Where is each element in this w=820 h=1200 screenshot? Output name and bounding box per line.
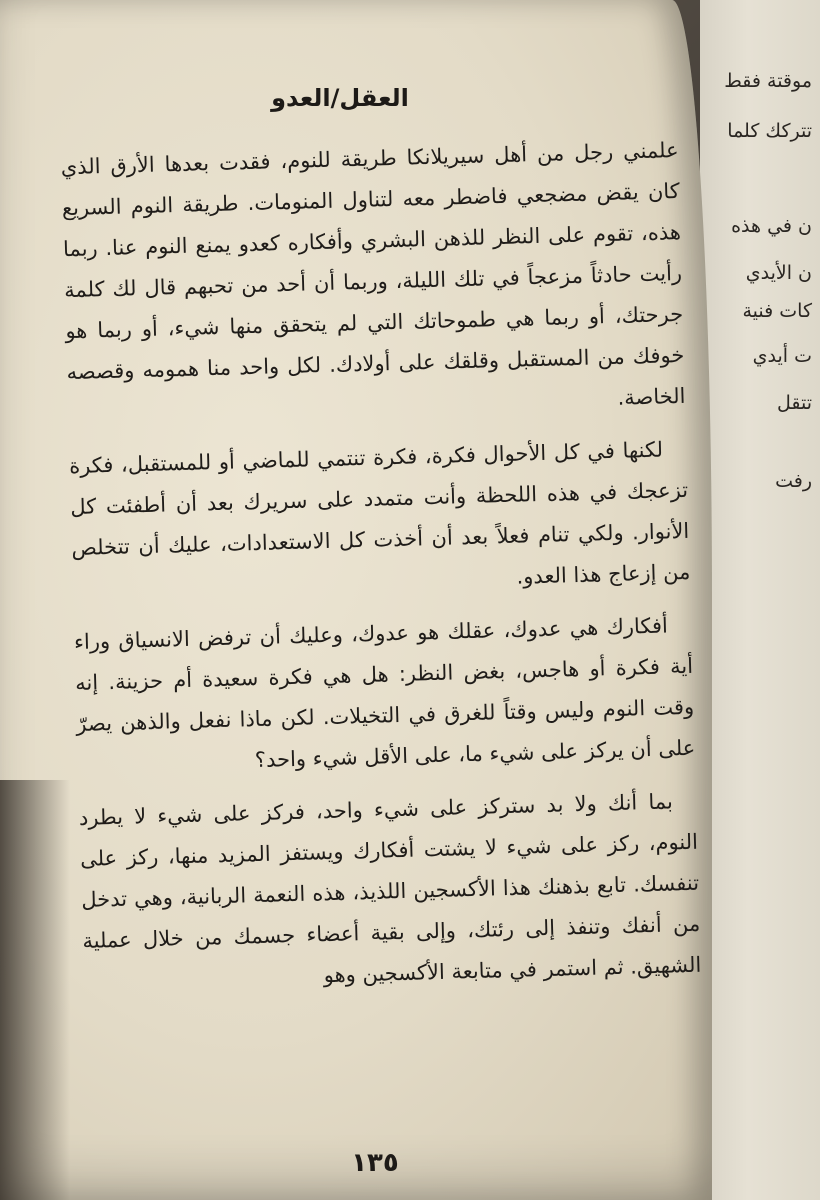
right-page-fragment: ن الأيدي [745,262,812,284]
body-text [60,130,702,1015]
right-page-fragment: رفت [775,470,812,492]
right-page-fragment: ت أيدي [752,345,812,367]
right-page-fragment: تتركك كلما [727,120,812,142]
page-number: ١٣٥ [351,1148,399,1178]
finger-shadow [0,780,70,1200]
paragraph: أفكارك هي عدوك، عقلك هو عدوك، وعليك أن ترفض الانسياق وراء أية فكرة أو هاجس، بغض النظر: هل هي فكرة سعيدة أم حزينة. إنه وقت النوم وليس وقتاً للغرق في التخيلات. لكن ماذا نفعل والذهن يصرّ على أن يركز على شيء ما، على الأقل شيء واحد؟ [73,613,696,773]
right-page-fragment: كات فنية [742,300,812,322]
paragraph: علمني رجل من أهل سيريلانكا طريقة للنوم، فقدت بعدها الأرق الذي كان يقض مضجعي فاضطر معه لتناول المنومات. طريقة النوم السريع هذه، تقوم على النظر للذهن البشري وأفكاره كعدو يمنع النوم عنا. ربما رأيت حادثاً مزعجاً في تلك الليلة، وربما أن أحد من تحبهم قال لك كلمة جرحتك، أو ربما هي طموحاتك التي لم يتحقق منها شيء، أو ربما هو خوفك من المستقبل وقلقك على أولادك. لكل واحد منا همومه وقصصه الخاصة. [60,137,686,410]
chapter-title: العقل/العدو [271,84,409,112]
right-page [700,0,820,1200]
right-page-fragment: تتقل [776,392,812,414]
paragraph: بما أنك ولا بد ستركز على شيء واحد، فركز على شيء لا يطرد النوم، ركز على شيء لا يشتت أفكارك ويستفز المزيد منها، ركز على تنفسك. تابع بذهنك هذا الأكسجين اللذيذ، هذه النعمة الربانية، وهي تدخل من أنفك وتنفذ إلى رئتك، وإلى بقية أعضاء جسمك من خلال عملية الشهيق. ثم استمر في متابعة الأكسجين وهو [78,789,702,988]
right-page-fragment: موقتة فقط [724,70,812,92]
paragraph: لكنها في كل الأحوال فكرة، فكرة تنتمي للماضي أو للمستقبل، فكرة تزعجك في هذه اللحظة وأنت متمدد على سريرك بعد أن أطفئت كل الأنوار. ولكي تنام فعلاً بعد أن أخذت كل الاستعدادات، عليك أن تتخلص من إزعاج هذا العدو. [68,437,691,589]
right-page-fragment: ن في هذه [731,215,812,237]
